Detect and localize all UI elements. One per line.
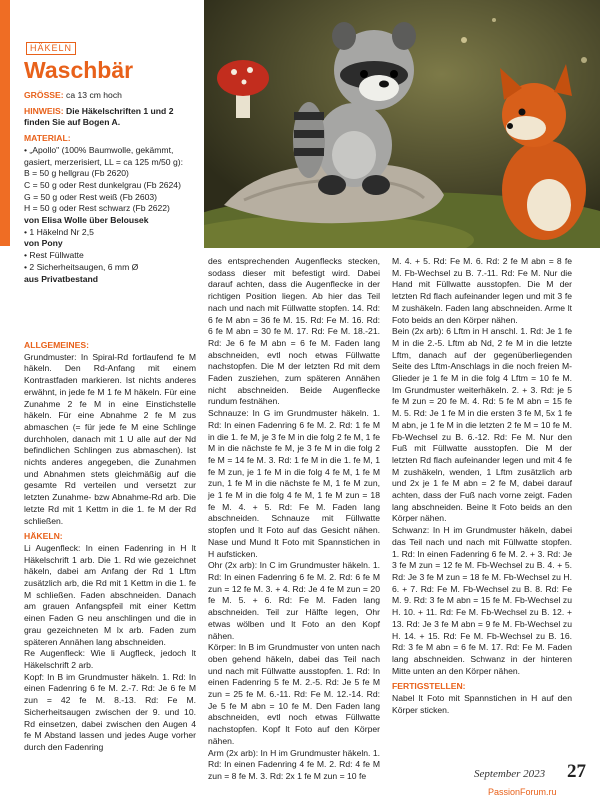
orange-accent-bar	[0, 0, 10, 246]
col2-text-1: des entsprechenden Augenflecks stecken, sodass dieser mit befestigt wird. Dabei darauf achten, dass die Augenflecke in der richtigen Position liegen. Ab hier das Teil nach und nach mit Füllwatte stopfen. 14. Rd: 6 fe M abn = 36 fe M. 15. Rd: Fe M. 16. Rd: 6 fe M abn = 30 fe M. 17. Rd: Fe M. 18.-21. Rd: Je 6 fe M abn = 6 fe M. Faden lang abschneiden, evtl noch etwas Füllwatte nachstopfen. Die M der letzten Rd mit dem Faden zusziehen, zum späteren Annähen nicht abschneiden. Beide Augenflecke rundum festnähen.	[208, 256, 380, 407]
photo-illustration	[204, 0, 600, 248]
material-line-7: von Pony	[24, 238, 63, 249]
haekeln-text-3: Kopf: In B im Grundmuster häkeln. 1. Rd: In einen Fadenring 6 fe M. 2.-7. Rd: Je 6 fe M zun = 42 fe M. 8.-13. Rd: Fe M. Sicherheitsaugen zwischen der 9. und 10. Rd einsetzen, dabei zwischen den Augen 4 fe M Abstand lassen und jedes Auge vorher durch den Fadenring	[24, 671, 196, 752]
material-line-9: • 2 Sicherheitsaugen, 6 mm Ø	[24, 261, 139, 272]
haekeln-text-1: Li Augenfleck: In einen Fadenring in H lt Häkelschrift 1 arb. Die 1. Rd wie gezeichnet häkeln, dabei am Anfang der Rd 1 Lftm zusätzlich arb, die Rd mit 1 Kettm in die 1. fe M schließen. Faden abschneiden. Danach am grauen Anfangspfeil mit einer Kettm einen Faden G neu anschlingen und die in grau gezeichneten M lx arb. Faden zum späteren Annähen lang abschneiden.	[24, 542, 196, 647]
material-line-3: G = 50 g oder Rest weiß (Fb 2603)	[24, 191, 158, 202]
watermark: PassionForum.ru	[488, 787, 557, 797]
page-number: 27	[567, 761, 586, 782]
material-line-10: aus Privatbestand	[24, 273, 99, 284]
material-line-4: H = 50 g oder Rest schwarz (Fb 2622)	[24, 203, 170, 214]
groesse-label: GRÖSSE:	[24, 90, 64, 100]
material-line-5: von Elisa Wolle über Belousek	[24, 215, 149, 226]
intro-column	[24, 90, 196, 285]
allgemeines-label: ALLGEMEINES:	[24, 340, 89, 350]
fertigstellen-label: FERTIGSTELLEN:	[392, 681, 466, 692]
column-3	[392, 256, 572, 716]
hinweis-label: HINWEIS:	[24, 105, 64, 116]
material-line-2: C = 50 g oder Rest dunkelgrau (Fb 2624)	[24, 179, 181, 190]
material-line-6: • 1 Häkelnd Nr 2,5	[24, 226, 94, 237]
col3-text-1: M. 4. + 5. Rd: Fe M. 6. Rd: 2 fe M abn = 8 fe M. Fb-Wechsel zu B. 7.-11. Rd: Fe M. Nur die Hand mit Füllwatte ausstopfen. Die M der letzten Rd flach aufeinander legen und mit 3 fe M zushäkeln. Faden lang abschneiden. Arme lt Foto beids an den Körper nähen.	[392, 256, 572, 325]
page-title: Waschbär	[24, 57, 134, 83]
fertigstellen-text: Nabel lt Foto mit Spannstichen in H auf den Körper sticken.	[392, 693, 572, 715]
col3-text-2: Bein (2x arb): 6 Lftm in H anschl. 1. Rd: Je 1 fe M in die 2.-5. Lftm ab Nd, 2 fe M in die letzte Lftm, danach auf der gegenüberliegenden Seite des Lftm-Anschlags in die noch freien M-Glieder je 1 fe M in die folg 4 Lftm = 10 fe M. Im Grundmuster weiterhäkeln. 2. + 3. Rd: je 5 fe M zun = 20 fe M. 4. Rd: 5 fe M abn = 15 fe M. 5. Rd: Je 1 fe M in die ersten 3 fe M, 5x 1 fe M abn, je 1 fe M in die letzten 2 fe M = 10 fe M. Fb-Wechsel zu B. 6.-12. Rd: Fe M. Nur den Fuß mit Füllwatte ausstopfen. Die M der letzten Rd flach aufeinander legen und mit 4 fe M zushäkeln, wenden, 1 Lftm zusätzlich arb und 2x je 1 fe M abn = 2 fe M, dabei darauf achten, dass der Fuß nach vorne zeigt. Faden lang abschneiden. Beine lt Foto beids an den Körper nähen.	[392, 326, 572, 524]
col2-text-5: Arm (2x arb): In H im Grundmuster häkeln. 1. Rd: In einen Fadenring 4 fe M. 2. Rd: 4 fe M zun = 8 fe M. 3. Rd: 2x 1 fe M zun = 10 fe	[208, 747, 380, 781]
groesse-value: ca 13 cm hoch	[63, 90, 122, 100]
hinweis-line	[24, 106, 196, 129]
material-line-1: B = 50 g hellgrau (Fb 2620)	[24, 168, 129, 179]
category-tag: HÄKELN	[26, 42, 76, 55]
allgemeines-text: Grundmuster: In Spiral-Rd fortlaufend fe M häkeln. Den Rd-Anfang mit einem Kontrastfaden markieren. Ist nichts anderes erwähnt, in jede fe M 1 fe M häkeln. Für eine Zunahme 2 fe M in eine Einstichstelle häkeln. Für eine Abnahme 2 fe M zus abmaschen (= für jede fe M eine Schlinge durchholen, danach mit 1 U alle auf der Nd befindlichen Schlingen zus abmaschen). Ist nichts anderes angegeben, die Zunahmen und Abnahmen stets gleichmäßig auf die gesamte Rd verteilen und versetzt zur letzten Zunahme- bzw Abnahme-Rd arb. Die letzte Rd mit 1 Kettm in die 1. fe M der Rd schließen.	[24, 351, 196, 526]
col2-text-3: Ohr (2x arb): In C im Grundmuster häkeln. 1. Rd: In einen Fadenring 6 fe M. 2. Rd: 6 fe M zun = 12 fe M. 3. + 4. Rd: Je 4 fe M zun = 20 fe M. 5. + 6. Rd: Fe M. Faden lang abschneiden. Teil zur Hälfte legen, Ohr etwas wölben und lt Foto an den Kopf nähen.	[208, 560, 380, 641]
material-label: MATERIAL:	[24, 133, 71, 144]
haekeln-label: HÄKELN:	[24, 531, 63, 542]
hinweis-value: Die Häkelschriften 1 und 2 finden Sie auf Bogen A.	[24, 105, 174, 128]
col2-text-4: Körper: In B im Grundmuster von unten nach oben gehend häkeln, dabei das Teil nach und nach mit Füllwatte ausstopfen. 1. Rd: In einen Fadenring 5 fe M. 2.-5. Rd: Je 5 fe M zun = 25 fe M. 6.-11. Rd: Fe M. 12.-14. Rd: Je 5 fe M abn = 10 fe M. Den Faden lang abschneiden, evtl noch etwas Füllwatte nachstopfen. Kopf lt Foto auf den Körper nähen.	[208, 642, 380, 746]
issue-date: September 2023	[474, 768, 546, 780]
material-line-0: • „Apollo" (100% Baumwolle, gekämmt, gasiert, merzerisiert, LL = ca 125 m/50 g):	[24, 144, 183, 167]
photo-raccoon-fox	[204, 0, 600, 248]
column-1	[24, 340, 196, 754]
col3-text-3: Schwanz: In H im Grundmuster häkeln, dabei das Teil nach und nach mit Füllwatte stopfen. 1. Rd: In einen Fadenring 6 fe M. 2. + 3. Rd: Je 3 fe M zun = 12 fe M. Fb-Wechsel zu B. 4. + 5. Rd: Je 3 fe M zun = 18 fe M. Fb-Wechsel zu H. 6. + 7. Rd: Fe M. Fb-Wechsel zu B. 8. Rd: Fe M. 9. Rd: 3 fe M abn = 15 fe M. Fb-Wechsel zu H. 10. + 11. Rd: Fe M. Fb-Wechsel zu B. 12. + 13. Rd: Je 3 fe M abn = 9 fe M. Fb-Wechsel zu H. 14. + 15. Rd: Fe M. Fb-Wechsel zu B. 16. Rd: 3 fe M abn = 6 fe M. 17. Rd: Fe M. Faden lang abschneiden. Schwanz in der hinteren Mitte unten an den Körper nähen.	[392, 525, 572, 676]
column-2	[208, 256, 380, 783]
groesse-line	[24, 90, 196, 102]
material-line-8: • Rest Füllwatte	[24, 250, 84, 261]
haekeln-text-2: Re Augenfleck: Wie li Augfleck, jedoch lt Häkelschrift 2 arb.	[24, 648, 196, 670]
col2-text-2: Schnauze: In G im Grundmuster häkeln. 1. Rd: In einen Fadenring 6 fe M. 2. Rd: 1 fe M in die 1. fe M, je 3 fe M in die folg 2 fe M, 1 fe M in die nächste fe M, je 3 fe M in die folg 2 fe M = 14 fe M. 3. Rd: 1 fe M in die 1. fe M, 1 fe M zun, je 1 fe M in die folg 4 fe M, 1 fe M zun, 1 fe M in die nächste fe M, 1 fe M zun, je 1 fe M in die folg 4 fe M, 1 fe M zun = 18 fe M. 4. + 5. Rd: Fe M. Faden lang abschneiden. Schnauze mit Füllwatte stopfen und lt Foto auf das Gesicht nähen. Nase und Mund lt Foto mit Spannstichen in H aufsticken.	[208, 408, 380, 559]
